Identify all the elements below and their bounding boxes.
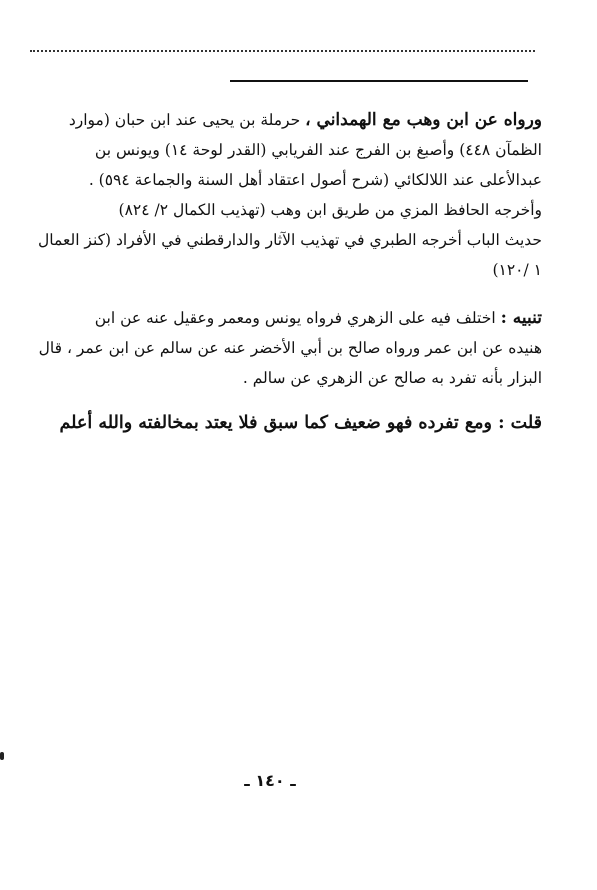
- conclusion-text: ومع تفرده فهو ضعيف كما سبق فلا يعتد بمخالفته والله أعلم: [59, 413, 499, 433]
- conclusion-label: قلت :: [498, 413, 542, 433]
- line-text: حرملة بن يحيى عند ابن حبان (موارد: [68, 111, 306, 129]
- note-label: تنبيه :: [500, 308, 542, 328]
- paragraph-line: هنيده عن ابن عمر ورواه صالح بن أبي الأخضر عنه عن سالم عن ابن عمر ، قال: [38, 339, 542, 357]
- paragraph-line: [28, 408, 542, 438]
- paragraph-line: عبدالأعلى عند اللالكائي (شرح أصول اعتقاد أهل السنة والجماعة ٥٩٤) .: [88, 171, 542, 189]
- bold-lead-text: ورواه عن ابن وهب مع الهمداني ،: [305, 110, 542, 130]
- header-dotted-rule: [30, 50, 535, 52]
- scan-edge-mark: [0, 752, 4, 760]
- footnote-separator-rule: [230, 80, 528, 82]
- paragraph-line: البزار بأنه تفرد به صالح عن الزهري عن سالم .: [242, 369, 542, 387]
- paragraph-sources: [28, 105, 542, 285]
- paragraph-line: [28, 105, 542, 135]
- paragraph-line: حديث الباب أخرجه الطبري في تهذيب الآثار والدارقطني في الأفراد (كنز العمال: [38, 231, 542, 249]
- paragraph-line: ١ /١٢٠): [492, 261, 542, 279]
- paragraph-line: الظمآن ٤٤٨) وأصبغ بن الفرج عند الفريابي (القدر لوحة ١٤) ويونس بن: [94, 141, 542, 159]
- paragraph-line: وأخرجه الحافظ المزي من طريق ابن وهب (تهذيب الكمال ٢/ ٨٢٤): [118, 201, 542, 219]
- page-number: ـ ١٤٠ ـ: [244, 771, 296, 790]
- paragraph-note: [28, 303, 542, 393]
- paragraph-line: [28, 303, 542, 333]
- conclusion-line: [28, 408, 542, 438]
- line-text: اختلف فيه على الزهري فرواه يونس ومعمر وعقيل عنه عن ابن: [94, 309, 501, 327]
